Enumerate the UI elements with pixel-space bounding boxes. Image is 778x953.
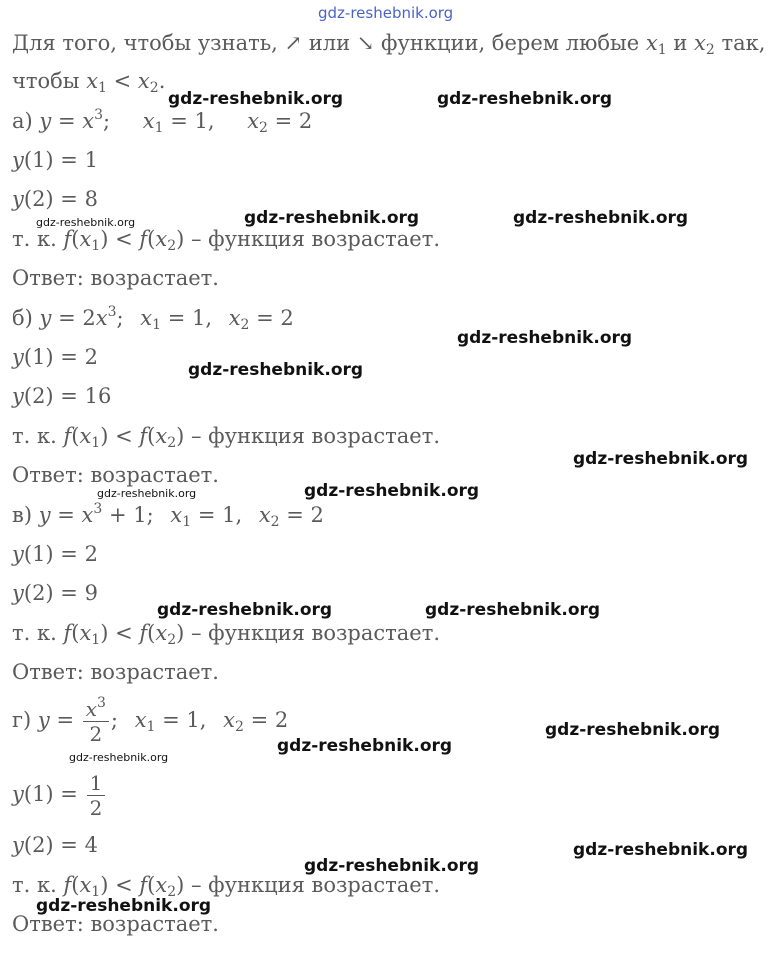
section-g-header: г) y = $\frac{x^3}{2}$ ; $x_1 = 1$, $x_2 = 2$ — [12, 695, 289, 746]
intro-line-1: Для того, чтобы узнать, ↗ или ↘ функции, берем любые $x_1$ и $x_2$ так, — [12, 31, 766, 58]
section-g-y1: y(1) = $\frac{1}{2}$ — [12, 766, 107, 822]
watermark: gdz-reshebnik.org — [573, 449, 749, 469]
section-g-conclusion: т. к. $f(x_1) < f(x_2)$ – функция возрастает. — [12, 873, 441, 900]
watermark: gdz-reshebnik.org — [304, 481, 480, 501]
section-a-y2: y(2) = 8 — [12, 187, 98, 211]
watermark: gdz-reshebnik.org — [188, 360, 364, 380]
watermark: gdz-reshebnik.org — [97, 487, 197, 500]
watermark: gdz-reshebnik.org — [36, 896, 212, 916]
section-a-conclusion: т. к. $f(x_1) < f(x_2)$ – функция возрастает. — [12, 227, 441, 254]
watermark-top: gdz-reshebnik.org — [318, 4, 454, 22]
section-v-y2: y(2) = 9 — [12, 581, 98, 605]
watermark: gdz-reshebnik.org — [457, 328, 633, 348]
section-a-answer: Ответ: возрастает. — [12, 266, 219, 290]
section-v-conclusion: т. к. $f(x_1) < f(x_2)$ – функция возрастает. — [12, 621, 441, 648]
section-v-answer: Ответ: возрастает. — [12, 660, 219, 684]
section-a-header: а) $y = x^3$; $x_1 = 1$, $x_2 = 2$ — [12, 107, 313, 136]
section-b-y2: y(2) = 16 — [12, 384, 112, 408]
watermark: gdz-reshebnik.org — [244, 208, 420, 228]
watermark: gdz-reshebnik.org — [69, 751, 169, 764]
watermark: gdz-reshebnik.org — [573, 840, 749, 860]
intro-line-2: чтобы $x_1 < x_2$. — [12, 69, 166, 96]
watermark: gdz-reshebnik.org — [545, 720, 721, 740]
watermark: gdz-reshebnik.org — [425, 600, 601, 620]
watermark: gdz-reshebnik.org — [36, 216, 136, 229]
section-a-y1: y(1) = 1 — [12, 148, 98, 172]
fraction-x3-over-2: $\frac{x^3}{2}$ — [83, 697, 109, 746]
section-b-answer: Ответ: возрастает. — [12, 463, 219, 487]
section-g-y2: y(2) = 4 — [12, 833, 98, 857]
watermark: gdz-reshebnik.org — [168, 89, 344, 109]
watermark: gdz-reshebnik.org — [513, 208, 689, 228]
section-b-y1: y(1) = 2 — [12, 345, 98, 369]
watermark: gdz-reshebnik.org — [437, 89, 613, 109]
section-g-answer: Ответ: возрастает. — [12, 912, 219, 936]
fraction-one-half: $\frac{1}{2}$ — [87, 771, 106, 820]
section-v-header: в) $y = x^3 + 1$; $x_1 = 1$, $x_2 = 2$ — [12, 501, 324, 530]
section-b-header: б) $y = 2x^3$; $x_1 = 1$, $x_2 = 2$ — [12, 304, 294, 333]
watermark: gdz-reshebnik.org — [304, 856, 480, 876]
watermark: gdz-reshebnik.org — [157, 600, 333, 620]
section-v-y1: y(1) = 2 — [12, 542, 98, 566]
section-b-conclusion: т. к. $f(x_1) < f(x_2)$ – функция возрастает. — [12, 424, 441, 451]
watermark: gdz-reshebnik.org — [277, 736, 453, 756]
